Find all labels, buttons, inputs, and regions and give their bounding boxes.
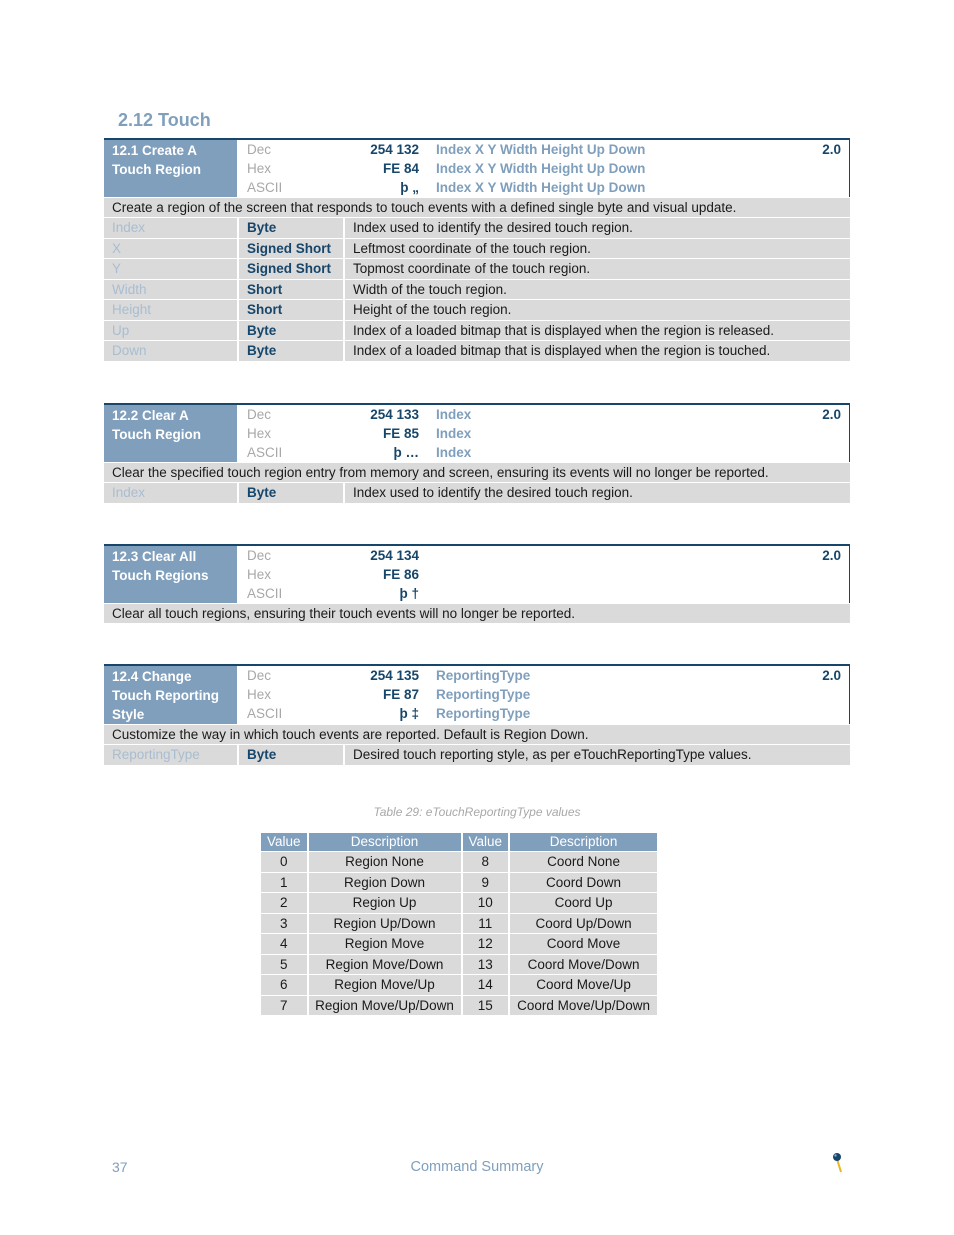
value-cell: 1 bbox=[261, 873, 307, 893]
command-header bbox=[104, 664, 850, 724]
description-cell: Coord Move bbox=[510, 934, 657, 954]
format-label: ASCII bbox=[247, 706, 283, 721]
command-block bbox=[104, 403, 850, 503]
command-format-row bbox=[237, 584, 849, 603]
command-name-line: Touch Region bbox=[112, 427, 201, 442]
parameter-type: Signed Short bbox=[239, 239, 343, 259]
command-name-line: Style bbox=[112, 707, 145, 722]
command-name bbox=[104, 546, 237, 603]
parameter-description: Index of a loaded bitmap that is displayed when the region is released. bbox=[345, 321, 850, 341]
command-name-line: 12.4 Change bbox=[112, 669, 192, 684]
command-name-line: Touch Reporting bbox=[112, 688, 219, 703]
description-cell: Region Up/Down bbox=[309, 914, 461, 934]
description-cell: Coord Up bbox=[510, 893, 657, 913]
parameter-description: Index used to identify the desired touch region. bbox=[345, 218, 850, 238]
value-cell: 0 bbox=[261, 852, 307, 872]
command-name-line: Touch Region bbox=[112, 162, 201, 177]
command-params: ReportingType bbox=[436, 668, 531, 683]
value-cell: 5 bbox=[261, 955, 307, 975]
command-format-rows bbox=[237, 140, 849, 197]
description-cell: Region Move bbox=[309, 934, 461, 954]
command-format-row bbox=[237, 704, 849, 723]
parameter-type: Byte bbox=[239, 745, 343, 765]
etouch-reporting-type-table bbox=[259, 832, 659, 1016]
value-cell: 6 bbox=[261, 975, 307, 995]
parameter-name: Up bbox=[104, 321, 237, 341]
format-label: Hex bbox=[247, 687, 272, 702]
parameter-description: Topmost coordinate of the touch region. bbox=[345, 259, 850, 279]
command-block bbox=[104, 664, 850, 765]
value-cell: 14 bbox=[463, 975, 509, 995]
parameter-name: Y bbox=[104, 259, 237, 279]
command-format-rows bbox=[237, 666, 849, 724]
parameter-name: Width bbox=[104, 280, 237, 300]
command-format-row bbox=[237, 565, 849, 584]
parameter-row bbox=[104, 218, 850, 238]
parameter-description: Index used to identify the desired touch region. bbox=[345, 483, 850, 503]
command-params bbox=[419, 565, 436, 584]
command-params: ReportingType bbox=[436, 687, 531, 702]
command-name-line: 12.1 Create A bbox=[112, 143, 198, 158]
value-cell: 3 bbox=[261, 914, 307, 934]
version-label: 2.0 bbox=[822, 407, 841, 422]
version-label: 2.0 bbox=[822, 668, 841, 683]
command-params bbox=[419, 546, 436, 565]
description-cell: Coord Up/Down bbox=[510, 914, 657, 934]
description-cell: Region Down bbox=[309, 873, 461, 893]
command-params: Index bbox=[436, 445, 472, 460]
command-header bbox=[104, 544, 850, 603]
table-row bbox=[261, 955, 657, 975]
table-row bbox=[261, 975, 657, 995]
command-name-line: 12.3 Clear All bbox=[112, 549, 197, 564]
command-description: Clear the specified touch region entry from memory and screen, ensuring its events will no longer be reported. bbox=[104, 463, 850, 482]
description-cell: Coord Down bbox=[510, 873, 657, 893]
command-name bbox=[104, 140, 237, 197]
value-cell: 8 bbox=[463, 852, 509, 872]
value-cell: 13 bbox=[463, 955, 509, 975]
table-row bbox=[261, 934, 657, 954]
format-label: Hex bbox=[247, 567, 272, 582]
parameter-type: Byte bbox=[239, 218, 343, 238]
footer-title: Command Summary bbox=[410, 1159, 544, 1175]
format-label: ASCII bbox=[247, 445, 283, 460]
command-code: þ † bbox=[399, 586, 419, 601]
parameter-type: Short bbox=[239, 300, 343, 320]
command-format-row bbox=[237, 443, 849, 462]
command-code: FE 84 bbox=[382, 161, 419, 176]
format-label: Hex bbox=[247, 426, 272, 441]
command-format-row bbox=[237, 424, 849, 443]
parameter-name: Down bbox=[104, 341, 237, 361]
description-cell: Region Move/Down bbox=[309, 955, 461, 975]
command-format-row bbox=[237, 405, 849, 424]
command-name-line: 12.2 Clear A bbox=[112, 408, 189, 423]
command-code: FE 85 bbox=[382, 426, 419, 441]
value-cell: 12 bbox=[463, 934, 509, 954]
table-row bbox=[261, 893, 657, 913]
description-cell: Region Up bbox=[309, 893, 461, 913]
command-format-rows bbox=[237, 546, 849, 603]
command-format-row bbox=[237, 159, 849, 178]
parameter-type: Signed Short bbox=[239, 259, 343, 279]
value-cell: 10 bbox=[463, 893, 509, 913]
value-cell: 2 bbox=[261, 893, 307, 913]
parameter-type: Short bbox=[239, 280, 343, 300]
value-cell: 9 bbox=[463, 873, 509, 893]
parameter-name: ReportingType bbox=[104, 745, 237, 765]
description-cell: Coord Move/Down bbox=[510, 955, 657, 975]
command-format-row bbox=[237, 685, 849, 704]
command-code: 254 135 bbox=[370, 668, 419, 683]
command-code: þ ‡ bbox=[399, 706, 419, 721]
command-code: þ „ bbox=[400, 180, 419, 195]
parameter-name: Height bbox=[104, 300, 237, 320]
parameter-name: X bbox=[104, 239, 237, 259]
command-code: FE 86 bbox=[382, 567, 419, 582]
command-name-line: Touch Regions bbox=[112, 568, 209, 583]
format-label: Dec bbox=[247, 142, 272, 157]
command-params: ReportingType bbox=[436, 706, 531, 721]
format-label: Dec bbox=[247, 548, 272, 563]
table-row bbox=[261, 996, 657, 1016]
command-format-row bbox=[237, 178, 849, 197]
format-label: Hex bbox=[247, 161, 272, 176]
command-format-row bbox=[237, 666, 849, 685]
parameter-description: Index of a loaded bitmap that is displayed when the region is touched. bbox=[345, 341, 850, 361]
command-name bbox=[104, 666, 237, 724]
table-row bbox=[261, 873, 657, 893]
format-label: ASCII bbox=[247, 180, 283, 195]
command-code: þ … bbox=[393, 445, 419, 460]
table-header-row bbox=[261, 833, 657, 851]
section-title: 2.12 Touch bbox=[118, 110, 211, 130]
parameter-row bbox=[104, 280, 850, 300]
table-caption: Table 29: eTouchReportingType values bbox=[373, 805, 581, 819]
format-label: Dec bbox=[247, 407, 272, 422]
parameter-name: Index bbox=[104, 483, 237, 503]
command-params: Index X Y Width Height Up Down bbox=[436, 180, 646, 195]
header-description: Description bbox=[309, 833, 461, 851]
parameter-row bbox=[104, 321, 850, 341]
command-params: Index bbox=[436, 407, 472, 422]
header-value: Value bbox=[261, 833, 307, 851]
command-format-rows bbox=[237, 405, 849, 462]
parameter-description: Height of the touch region. bbox=[345, 300, 850, 320]
parameter-type: Byte bbox=[239, 341, 343, 361]
command-description: Clear all touch regions, ensuring their touch events will no longer be reported. bbox=[104, 604, 850, 623]
command-params: Index X Y Width Height Up Down bbox=[436, 142, 646, 157]
command-code: 254 132 bbox=[370, 142, 419, 157]
command-block bbox=[104, 138, 850, 361]
command-code: FE 87 bbox=[382, 687, 419, 702]
command-format-row bbox=[237, 140, 849, 159]
description-cell: Region Move/Up/Down bbox=[309, 996, 461, 1016]
command-format-row bbox=[237, 546, 849, 565]
command-name bbox=[104, 405, 237, 462]
command-block bbox=[104, 544, 850, 623]
parameter-row bbox=[104, 239, 850, 259]
parameter-description: Leftmost coordinate of the touch region. bbox=[345, 239, 850, 259]
parameter-type: Byte bbox=[239, 321, 343, 341]
command-description: Customize the way in which touch events are reported. Default is Region Down. bbox=[104, 725, 850, 744]
format-label: ASCII bbox=[247, 586, 283, 601]
command-code: 254 134 bbox=[370, 548, 419, 563]
description-cell: Coord None bbox=[510, 852, 657, 872]
parameter-row bbox=[104, 300, 850, 320]
description-cell: Coord Move/Up/Down bbox=[510, 996, 657, 1016]
parameter-row bbox=[104, 341, 850, 361]
format-label: Dec bbox=[247, 668, 272, 683]
command-header bbox=[104, 138, 850, 197]
header-description: Description bbox=[510, 833, 657, 851]
description-cell: Region Move/Up bbox=[309, 975, 461, 995]
parameter-description: Desired touch reporting style, as per eTouchReportingType values. bbox=[345, 745, 850, 765]
description-cell: Region None bbox=[309, 852, 461, 872]
command-params: Index bbox=[436, 426, 472, 441]
value-cell: 7 bbox=[261, 996, 307, 1016]
command-params bbox=[419, 584, 436, 603]
table-row bbox=[261, 914, 657, 934]
command-header bbox=[104, 403, 850, 462]
value-cell: 11 bbox=[463, 914, 509, 934]
description-cell: Coord Move/Up bbox=[510, 975, 657, 995]
parameter-row bbox=[104, 259, 850, 279]
parameter-name: Index bbox=[104, 218, 237, 238]
table-row bbox=[261, 852, 657, 872]
command-params: Index X Y Width Height Up Down bbox=[436, 161, 646, 176]
page-number: 37 bbox=[112, 1159, 128, 1175]
parameter-row bbox=[104, 483, 850, 503]
pushpin-logo-icon bbox=[828, 1150, 848, 1179]
command-description: Create a region of the screen that responds to touch events with a defined single byte and visual update. bbox=[104, 198, 850, 217]
header-value: Value bbox=[463, 833, 509, 851]
version-label: 2.0 bbox=[822, 142, 841, 157]
value-cell: 4 bbox=[261, 934, 307, 954]
parameter-description: Width of the touch region. bbox=[345, 280, 850, 300]
parameter-row bbox=[104, 745, 850, 765]
command-code: 254 133 bbox=[370, 407, 419, 422]
version-label: 2.0 bbox=[822, 548, 841, 563]
value-cell: 15 bbox=[463, 996, 509, 1016]
parameter-type: Byte bbox=[239, 483, 343, 503]
